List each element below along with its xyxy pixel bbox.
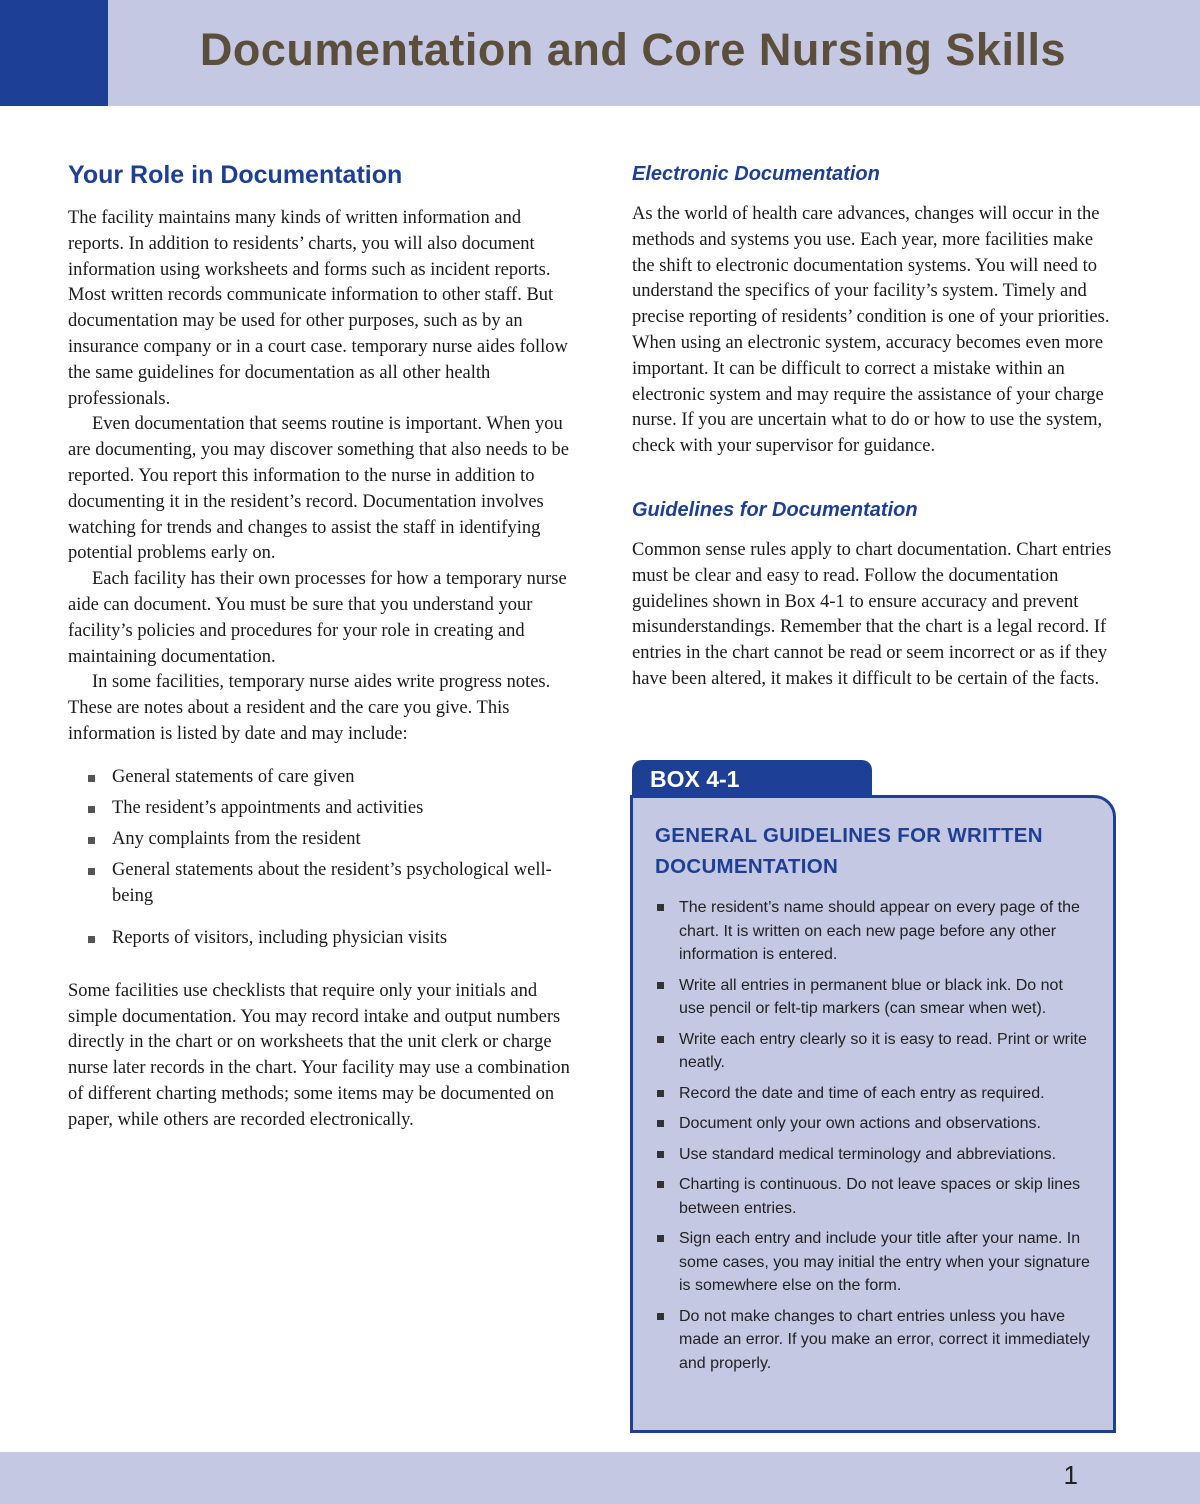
progress-notes-list bbox=[68, 764, 574, 951]
list-item: General statements of care given bbox=[68, 764, 574, 790]
bullet-square-icon bbox=[657, 1036, 664, 1043]
bullet-square-icon bbox=[88, 837, 95, 844]
bullet-square-icon bbox=[657, 1120, 664, 1127]
bullet-square-icon bbox=[657, 1151, 664, 1158]
box-guidelines-list bbox=[655, 896, 1091, 1375]
box-tab-label: BOX 4-1 bbox=[632, 760, 872, 798]
list-item: Write each entry clearly so it is easy to read. Print or write neatly. bbox=[655, 1028, 1091, 1075]
list-item: The resident’s appointments and activities bbox=[68, 795, 574, 821]
page-number: 1 bbox=[1063, 1460, 1078, 1490]
right-column bbox=[632, 158, 1120, 693]
list-item: Write all entries in permanent blue or black ink. Do not use pencil or felt-tip markers (can smear when wet). bbox=[655, 974, 1091, 1021]
footer-band bbox=[0, 1452, 1200, 1504]
list-item: Any complaints from the resident bbox=[68, 826, 574, 852]
bullet-square-icon bbox=[88, 936, 95, 943]
left-column bbox=[68, 158, 574, 1134]
list-item: Do not make changes to chart entries unless you have made an error. If you make an error, correct it immediately and properly. bbox=[655, 1305, 1091, 1376]
bullet-square-icon bbox=[88, 775, 95, 782]
bullet-square-icon bbox=[657, 904, 664, 911]
list-item: Sign each entry and include your title after your name. In some cases, you may initial the entry when your signature is somewhere else on the form. bbox=[655, 1227, 1091, 1298]
bullet-square-icon bbox=[88, 806, 95, 813]
bullet-square-icon bbox=[657, 1181, 664, 1188]
guidelines-box bbox=[630, 795, 1116, 1433]
list-item: Charting is continuous. Do not leave spaces or skip lines between entries. bbox=[655, 1173, 1091, 1220]
page-title: Documentation and Core Nursing Skills bbox=[199, 24, 1066, 75]
list-item: Record the date and time of each entry as required. bbox=[655, 1082, 1091, 1106]
bullet-square-icon bbox=[657, 982, 664, 989]
paragraph-1: The facility maintains many kinds of written information and reports. In addition to residents’ charts, you will also document information using worksheets and forms such as incident reports. Most written records communicate information to other staff. But documentation may be used for other purposes, such as by an insurance company or in a court case. temporary nurse aides follow the same guidelines for documentation as all other health professionals. bbox=[68, 208, 568, 409]
list-item: Document only your own actions and observations. bbox=[655, 1112, 1091, 1136]
electronic-paragraph: As the world of health care advances, changes will occur in the methods and systems you use. Each year, more facilities make the shift to electronic documentation systems. You will need to understand the specifics of your facility’s system. Timely and precise reporting of residents’ condition is one of your priorities. When using an electronic system, accuracy becomes even more important. It can be difficult to correct a mistake within an electronic system and may require the assistance of your charge nurse. If you are uncertain what to do or how to use the system, check with your supervisor for guidance. bbox=[632, 204, 1110, 457]
subheading-electronic-documentation: Electronic Documentation bbox=[632, 163, 880, 185]
paragraph-3: Each facility has their own processes for how a temporary nurse aide can document. You must be sure that you understand your facility’s policies and procedures for your role in creating and maintaining documentation. bbox=[68, 569, 567, 667]
list-item: The resident’s name should appear on every page of the chart. It is written on each new page before any other information is entered. bbox=[655, 896, 1091, 967]
list-item: General statements about the resident’s psychological well-being bbox=[68, 857, 574, 909]
list-item: Reports of visitors, including physician visits bbox=[68, 925, 574, 951]
closing-paragraph: Some facilities use checklists that require only your initials and simple documentation. You may record intake and output numbers directly in the chart or on worksheets that the unit clerk or charge nurse later records in the chart. Your facility may use a combination of different charting methods; some items may be documented on paper, while others are recorded electronically. bbox=[68, 980, 570, 1130]
guidelines-paragraph: Common sense rules apply to chart documentation. Chart entries must be clear and easy to read. Follow the documentation guidelines shown in Box 4-1 to ensure accuracy and prevent misunderstandings. Remember that the chart is a legal record. If entries in the chart cannot be read or seem incorrect or as if they have been altered, it makes it difficult to be certain of the facts. bbox=[632, 539, 1112, 689]
bullet-square-icon bbox=[657, 1313, 664, 1320]
box-title: GENERAL GUIDELINES FOR WRITTEN DOCUMENTATION bbox=[655, 824, 1043, 878]
section-heading-your-role: Your Role in Documentation bbox=[68, 161, 403, 189]
bullet-square-icon bbox=[657, 1235, 664, 1242]
header-color-block bbox=[0, 0, 108, 106]
paragraph-2: Even documentation that seems routine is important. When you are documenting, you may discover something that also needs to be reported. You report this information to the nurse in addition to documenting it in the resident’s record. Documentation involves watching for trends and changes to assist the staff in identifying potential problems early on. bbox=[68, 414, 569, 564]
bullet-square-icon bbox=[88, 868, 95, 875]
list-item: Use standard medical terminology and abbreviations. bbox=[655, 1143, 1091, 1167]
paragraph-4: In some facilities, temporary nurse aides write progress notes. These are notes about a resident and the care you give. This information is listed by date and may include: bbox=[68, 672, 551, 744]
bullet-square-icon bbox=[657, 1090, 664, 1097]
subheading-guidelines: Guidelines for Documentation bbox=[632, 498, 918, 521]
